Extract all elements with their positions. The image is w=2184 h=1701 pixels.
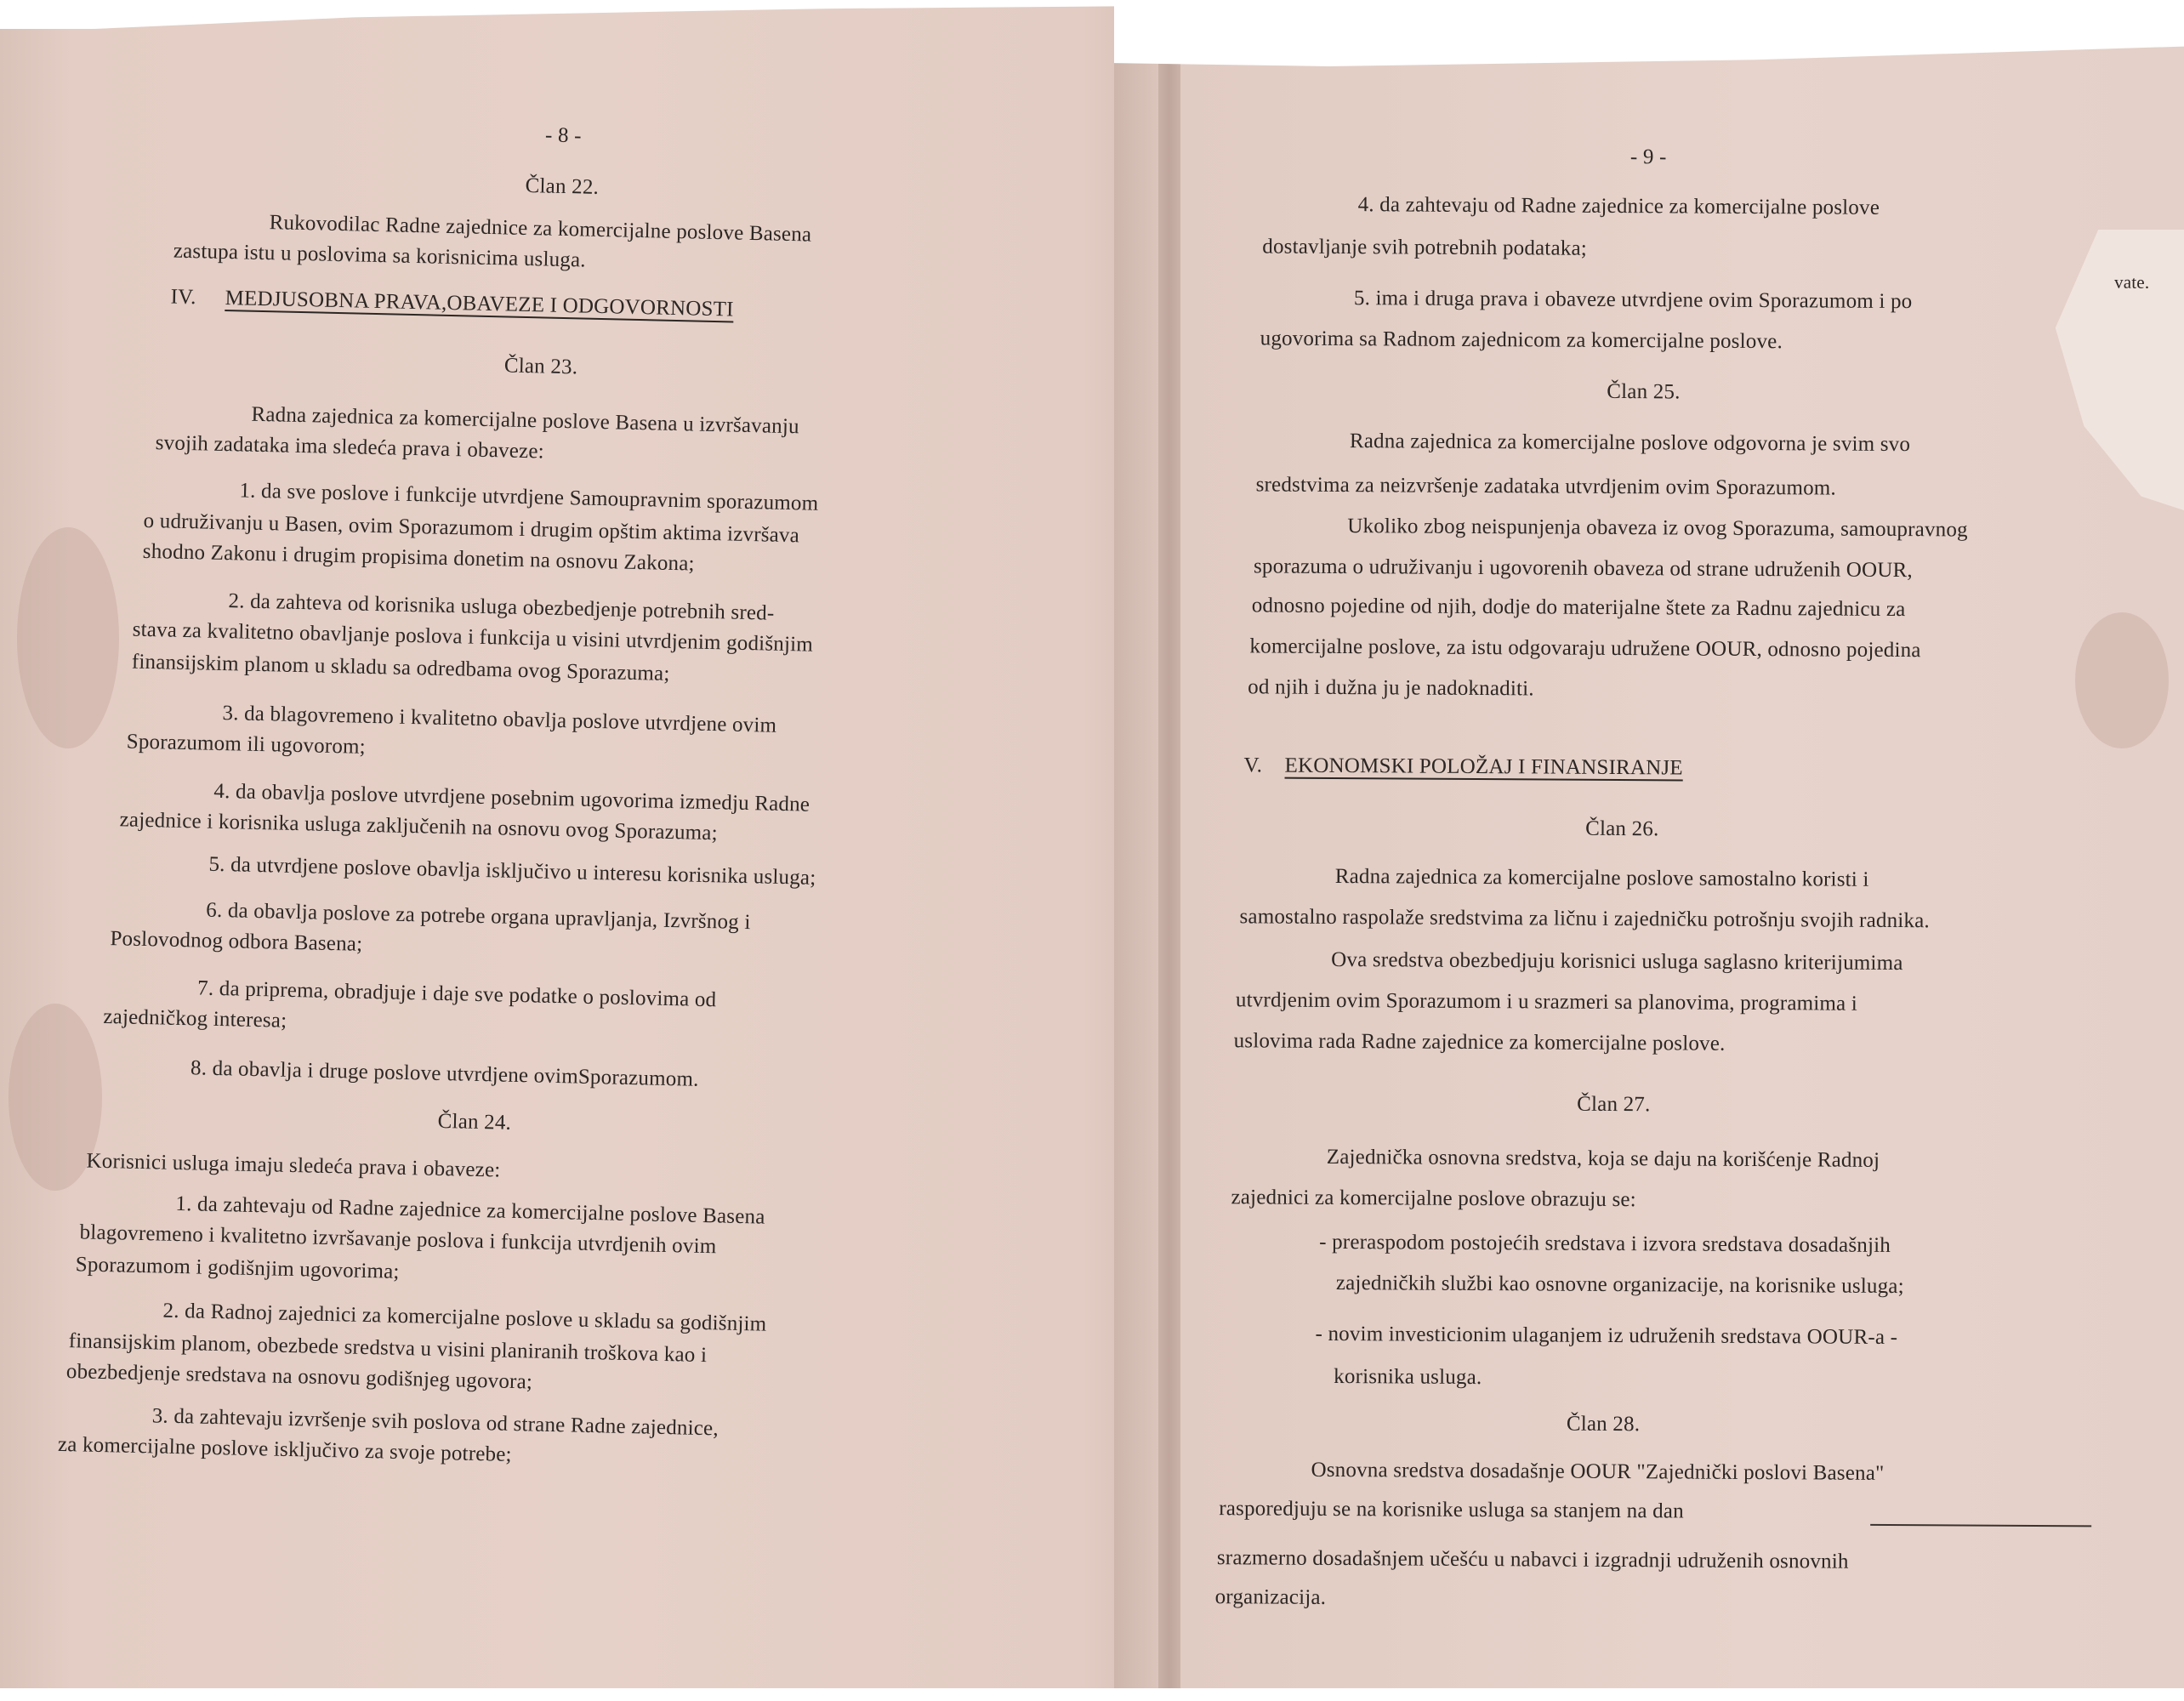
text-line: svojih zadataka ima sledeća prava i obaveze:: [155, 431, 545, 464]
text-line: organizacija.: [1214, 1585, 1327, 1609]
text-line: ugovorima sa Radnom zajednicom za komercijalne poslove.: [1260, 327, 1783, 354]
text-line: obezbedjenje sredstava na osnovu godišnjeg ugovora;: [65, 1360, 533, 1394]
page-number: - 9 -: [1629, 145, 1667, 169]
text-line: shodno Zakonu i drugim propisima donetim na osnovu Zakona;: [142, 539, 695, 576]
text-line: 5. ima i druga prava i obaveze utvrdjene ovim Sporazumom i po: [1353, 287, 1913, 314]
section-heading: MEDJUSOBNA PRAVA,OBAVEZE I ODGOVORNOSTI: [225, 286, 734, 321]
text-line: dostavljanje svih potrebnih podataka;: [1262, 235, 1588, 260]
text-line: Radna zajednica za komercijalne poslove Basena u izvršavanju: [251, 402, 800, 439]
article-heading: Član 23.: [503, 354, 578, 379]
text-line: 6. da obavlja poslove za potrebe organa upravljanja, Izvršnog i: [205, 898, 751, 935]
text-line: - preraspodom postojećih sredstava i izvora sredstava dosadašnjih: [1319, 1230, 1891, 1257]
section-number: V.: [1243, 754, 1263, 777]
text-line: 2. da zahteva od korisnika usluga obezbedjenje potrebnih sred-: [228, 589, 775, 625]
article-heading: Član 27.: [1577, 1092, 1651, 1117]
text-line: uslovima rada Radne zajednice za komercijalne poslove.: [1233, 1029, 1726, 1055]
text-line: finansijskim planom u skladu sa odredbama ovog Sporazuma;: [131, 650, 670, 686]
text-line: korisnika usluga.: [1334, 1364, 1482, 1390]
text-line: Ova sredstva obezbedjuju korisnici usluga saglasno kriterijumima: [1331, 947, 1903, 976]
text-line: 1. da zahtevaju od Radne zajednice za komercijalne poslove Basena: [175, 1192, 765, 1229]
text-line: 2. da Radnoj zajednici za komercijalne poslove u skladu sa godišnjim: [162, 1299, 767, 1336]
text-line: komercijalne poslove, za istu odgovaraju udružene OOUR, odnosno pojedina: [1249, 634, 1921, 663]
text-line: utvrdjenim ovim Sporazumom i u srazmeri sa planovima, programima i: [1235, 988, 1858, 1015]
text-line: 8. da obavlja i druge poslove utvrdjene ovimSporazumom.: [190, 1056, 699, 1091]
article-heading: Član 25.: [1607, 379, 1681, 404]
page-number: - 8 -: [544, 123, 583, 148]
text-line: - novim investicionim ulaganjem iz udruženih sredstava OOUR-a -: [1315, 1322, 1898, 1350]
text-line: o udruživanju u Basen, ovim Sporazumom i drugim opštim aktima izvršava: [143, 509, 800, 548]
text-line: za komercijalne poslove isključivo za svoje potrebe;: [57, 1432, 513, 1466]
text-line: Korisnici usluga imaju sledeća prava i obaveze:: [86, 1149, 501, 1182]
text-line: sporazuma o udruživanju i ugovorenih obaveza od strane udruženih OOUR,: [1253, 555, 1913, 583]
text-line: 3. da blagovremeno i kvalitetno obavlja poslove utvrdjene ovim: [222, 702, 777, 737]
text-line: 3. da zahtevaju izvršenje svih poslova od strane Radne zajednice,: [151, 1404, 719, 1441]
text-line: Poslovodnog odbora Basena;: [110, 927, 363, 956]
text-line: sredstvima za neizvršenje zadataka utvrdjenim ovim Sporazumom.: [1255, 473, 1837, 500]
text-line: stava za kvalitetno obavljanje poslova i funkcija u visini utvrdjenim godišnjim: [132, 617, 814, 657]
text-line: srazmerno dosadašnjem učešću u nabavci i izgradnji udruženih osnovnih: [1216, 1546, 1849, 1573]
text-line: samostalno raspolaže sredstvima za ličnu i zajedničku potrošnju svojih radnika.: [1239, 905, 1931, 933]
text-line: rasporedjuju se na korisnike usluga sa stanjem na dan: [1219, 1497, 1684, 1523]
section-number: IV.: [170, 285, 196, 310]
text-line: 5. da utvrdjene poslove obavlja isključivo u interesu korisnika usluga;: [208, 852, 816, 890]
text-line: 7. da priprema, obradjuje i daje sve podatke o poslovima od: [196, 976, 717, 1012]
text-line: odnosno pojedine od njih, dodje do materijalne štete za Radnu zajednicu za: [1251, 594, 1906, 622]
text-line: Osnovna sredstva dosadašnje OOUR "Zajednički poslovi Basena": [1311, 1458, 1885, 1485]
text-line: zastupa istu u poslovima sa korisnicima usluga.: [173, 239, 587, 272]
text-line: Sporazumom ili ugovorom;: [126, 730, 367, 759]
text-line: Rukovodilac Radne zajednice za komercijalne poslove Basena: [269, 211, 812, 247]
text-line: zajedničkog interesa;: [103, 1004, 287, 1033]
text-line: 1. da sve poslove i funkcije utvrdjene Samoupravnim sporazumom: [239, 479, 819, 515]
text-line: Radna zajednica za komercijalne poslove odgovorna je svim svo: [1349, 430, 1911, 457]
margin-fragment: vate.: [2114, 271, 2150, 293]
article-heading: Član 28.: [1566, 1412, 1641, 1436]
article-heading: Član 22.: [525, 174, 600, 199]
text-line: zajednice i korisnika usluga zaključenih na osnovu ovog Sporazuma;: [119, 808, 719, 845]
text-line: Ukoliko zbog neispunjenja obaveza iz ovog Sporazuma, samoupravnog: [1347, 515, 1968, 542]
text-line: zajedničkih službi kao osnovne organizacije, na korisnike usluga;: [1335, 1271, 1904, 1299]
text-line: Sporazumom i godišnjim ugovorima;: [75, 1253, 400, 1283]
text-line: zajednici za komercijalne poslove obrazuju se:: [1231, 1186, 1636, 1212]
text-line: blagovremeno i kvalitetno izvršavanje poslova i funkcija utvrdjenih ovim: [79, 1220, 717, 1259]
date-blank-line: [1870, 1524, 2091, 1527]
section-heading: EKONOMSKI POLOŽAJ I FINANSIRANJE: [1284, 754, 1683, 780]
text-line: 4. da obavlja poslove utvrdjene posebnim ugovorima izmedju Radne: [213, 779, 810, 816]
text-line: finansijskim planom, obezbede sredstva u visini planiranih troškova kao i: [68, 1329, 708, 1368]
text-line: 4. da zahtevaju od Radne zajednice za komercijalne poslove: [1357, 193, 1880, 219]
text-line: Radna zajednica za komercijalne poslove samostalno koristi i: [1334, 864, 1869, 891]
text-line: od njih i dužna ju je nadoknaditi.: [1248, 675, 1534, 701]
article-heading: Član 24.: [437, 1109, 512, 1135]
article-heading: Član 26.: [1585, 816, 1659, 841]
text-line: Zajednička osnovna sredstva, koja se daju na korišćenje Radnoj: [1326, 1145, 1880, 1172]
